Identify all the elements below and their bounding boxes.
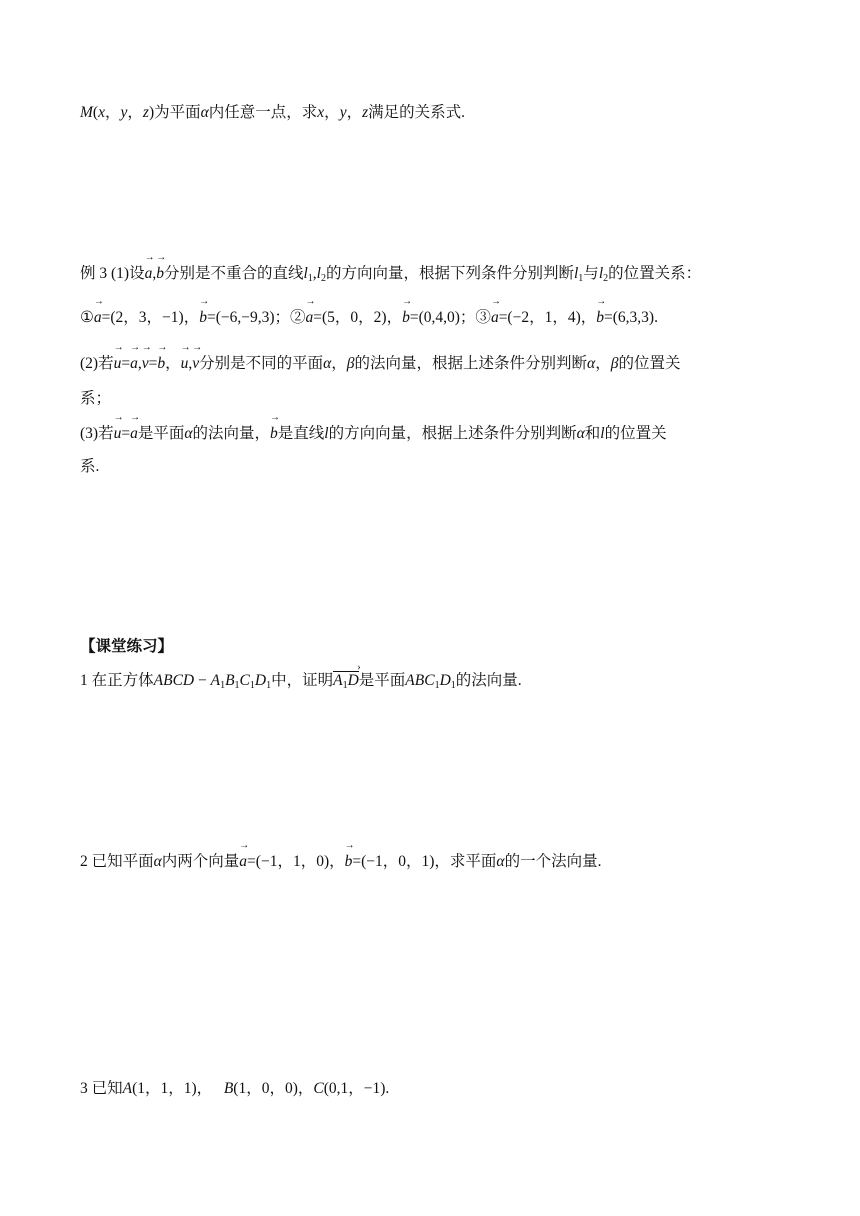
practice-1: 1 在正方体ABCD − $A_1B_1C_1D_1$中，证明$A_1D$ ›是平面$ABC_1D_1$的法向量. bbox=[80, 670, 522, 697]
example3-part2-cont: 系； bbox=[80, 390, 112, 407]
practice-3: 3 已知A(1，1，1)， B(1，0，0)，C(0,1，−1). bbox=[80, 1080, 390, 1097]
example3-part3: (3)若→ u=→ a是平面α的法向量，→ b是直线l的方向向量，根据上述条件分别判断α和l的位置关 bbox=[80, 423, 667, 445]
practice-2: 2 已知平面α内两个向量→ a=(−1，1，0)，→ b=(−1，0，1)，求平面α的一个法向量. bbox=[80, 851, 601, 873]
line-point-m: M(x，y，z)为平面α内任意一点，求x，y，z满足的关系式. bbox=[80, 104, 466, 121]
example3-part1: 例 3 (1)设→ a,→ b分别是不重合的直线$l_1,l_2$的方向向量，根据下列条件分别判断$l_1$与$l_2$的位置关系： bbox=[80, 263, 701, 290]
example3-part3-cont: 系. bbox=[80, 458, 100, 475]
example3-conditions: ①→ a=(2，3，−1)，→ b=(−6,−9,3)；②→ a=(5，0，2)，→ b=(0,4,0)；③→ a=(−2，1，4)，→ b=(6,3,3). bbox=[80, 307, 658, 329]
example3-part2: (2)若→ u=→ a,→ v=→ b，→ u,→ v分别是不同的平面α，β的法向量，根据上述条件分别判断α，β的位置关 bbox=[80, 353, 680, 375]
section-heading: 【课堂练习】 bbox=[80, 638, 174, 655]
